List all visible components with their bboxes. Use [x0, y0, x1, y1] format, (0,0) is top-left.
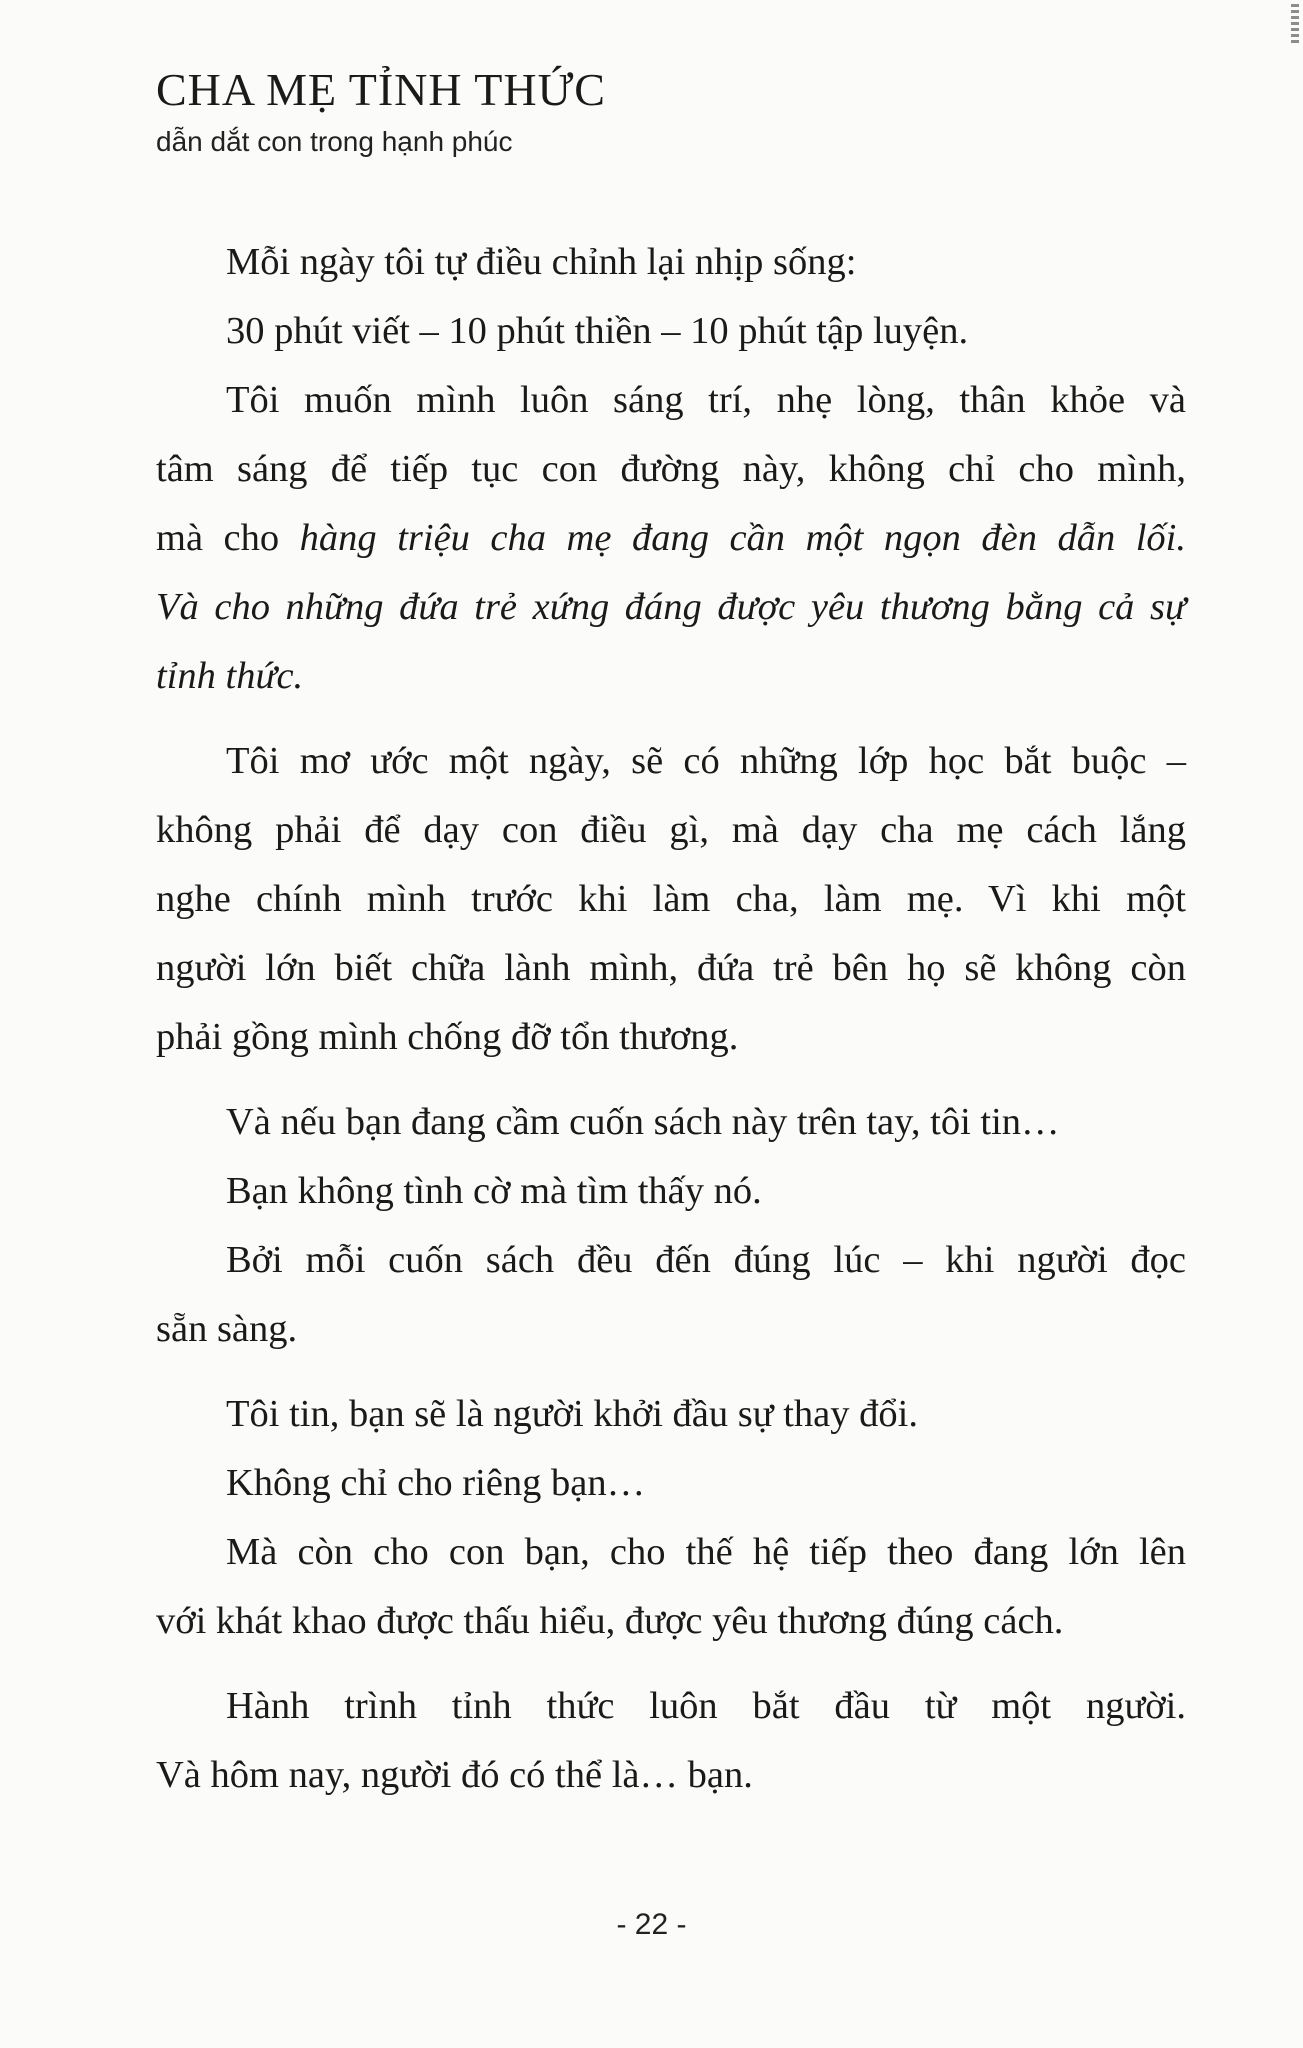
- text-line: Tôi muốn mình luôn sáng trí, nhẹ lòng, thân khỏe và: [226, 379, 1186, 421]
- text-line: phải gồng mình chống đỡ tổn thương.: [156, 1016, 739, 1058]
- text-line: nghe chính mình trước khi làm cha, làm mẹ. Vì khi một: [156, 878, 1186, 920]
- text-line: với khát khao được thấu hiểu, được yêu thương đúng cách.: [156, 1600, 1064, 1642]
- scan-edge-mark: [1291, 4, 1299, 44]
- text-line: Bạn không tình cờ mà tìm thấy nó.: [226, 1170, 762, 1212]
- text-line: Mỗi ngày tôi tự điều chỉnh lại nhịp sống:: [226, 241, 857, 283]
- text-line: Và hôm nay, người đó có thể là… bạn.: [156, 1754, 753, 1796]
- page-number: - 22 -: [616, 1908, 687, 1941]
- book-title: CHA MẸ TỈNH THỨC: [156, 64, 606, 115]
- running-header: [156, 60, 716, 162]
- text-line: [156, 642, 1186, 711]
- text-line: Bởi mỗi cuốn sách đều đến đúng lúc – khi người đọc: [226, 1239, 1186, 1281]
- text-line: Tôi tin, bạn sẽ là người khởi đầu sự thay đổi.: [226, 1393, 918, 1435]
- text-line: [156, 504, 1186, 573]
- italic-text: tỉnh thức.: [156, 655, 304, 697]
- text-line: Và nếu bạn đang cầm cuốn sách này trên tay, tôi tin…: [226, 1101, 1060, 1143]
- text-line: 30 phút viết – 10 phút thiền – 10 phút tập luyện.: [226, 310, 969, 352]
- text-line: [156, 573, 1186, 642]
- text-line: Tôi mơ ước một ngày, sẽ có những lớp học bắt buộc –: [226, 740, 1186, 782]
- text-line: không phải để dạy con điều gì, mà dạy cha mẹ cách lắng: [156, 809, 1186, 851]
- text-line: người lớn biết chữa lành mình, đứa trẻ bên họ sẽ không còn: [156, 947, 1186, 989]
- text-line: sẵn sàng.: [156, 1308, 298, 1350]
- page-body: [156, 228, 1186, 1810]
- text-line: tâm sáng để tiếp tục con đường này, không chỉ cho mình,: [156, 448, 1186, 490]
- text-line: Không chỉ cho riêng bạn…: [226, 1462, 646, 1504]
- italic-text: Và cho những đứa trẻ xứng đáng được yêu thương bằng cả sự: [156, 586, 1186, 628]
- italic-text: hàng triệu cha mẹ đang cần một ngọn đèn dẫn lối.: [299, 517, 1187, 559]
- text-span: mà cho: [156, 517, 300, 559]
- book-subtitle: dẫn dắt con trong hạnh phúc: [156, 126, 513, 157]
- text-line: Hành trình tỉnh thức luôn bắt đầu từ một người.: [226, 1685, 1186, 1727]
- text-line: Mà còn cho con bạn, cho thế hệ tiếp theo đang lớn lên: [226, 1531, 1186, 1573]
